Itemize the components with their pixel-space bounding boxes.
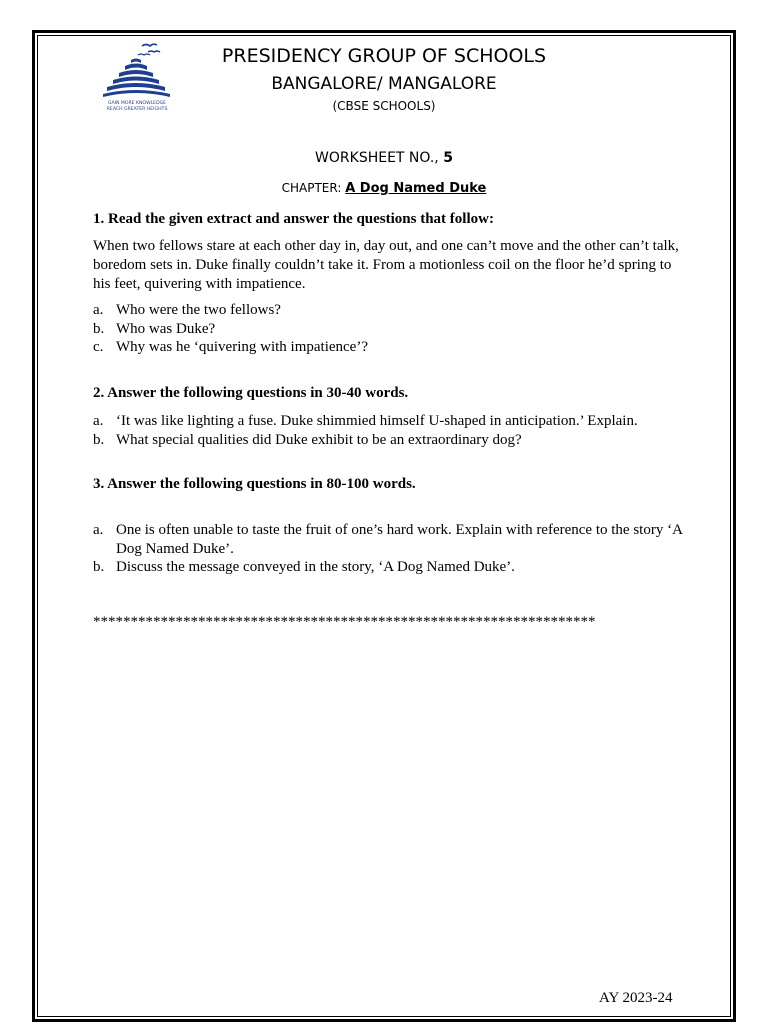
chapter-label: CHAPTER: [281, 181, 346, 195]
school-type: (CBSE SCHOOLS) [332, 99, 436, 113]
school-city: BANGALORE/ MANGALORE [271, 74, 497, 94]
section1-question-list [93, 301, 683, 357]
academic-year: AY 2023-24 [599, 990, 673, 1006]
worksheet-number-line [0, 150, 768, 166]
chapter-line [0, 181, 768, 196]
section1-extract: When two fellows stare at each other day in, day out, and one can’t move and the other can’t talk, boredom sets in. Duke finally couldn’t take it. From a motionless coil on the floor he’d spring to his feet, quivering with impatience. [93, 238, 679, 292]
question-text: Who was Duke? [116, 320, 216, 337]
chapter-title: A Dog Named Duke [345, 181, 487, 196]
section3-question-list [93, 521, 683, 577]
logo-tagline-line1: GAIN MORE KNOWLEDGE [107, 101, 167, 106]
section3-heading: 3. Answer the following questions in 80-100 words. [93, 476, 416, 492]
asterisk-separator: ******************************************************************* [93, 614, 596, 630]
question-text: Why was he ‘quivering with impatience’? [116, 339, 368, 355]
list-item [93, 320, 683, 339]
section2-question-list [93, 412, 683, 449]
question-text: Who were the two fellows? [116, 302, 281, 318]
question-text: Discuss the message conveyed in the story, ‘A Dog Named Duke’. [116, 559, 515, 575]
section2-heading: 2. Answer the following questions in 30-40 words. [93, 385, 409, 401]
list-marker: b. [93, 320, 105, 337]
worksheet-label: WORKSHEET NO., [315, 150, 444, 166]
list-marker: b. [93, 431, 105, 448]
list-item [93, 338, 683, 357]
list-item [93, 521, 683, 558]
worksheet-number: 5 [443, 150, 453, 166]
list-item [93, 412, 683, 431]
list-item [93, 558, 683, 577]
logo-tagline-line2: REACH GREATER HEIGHTS [106, 107, 168, 112]
list-item [93, 301, 683, 320]
question-text: One is often unable to taste the fruit of one’s hard work. Explain with reference to the story ‘A Dog Named Duke’. [116, 522, 683, 557]
school-name: PRESIDENCY GROUP OF SCHOOLS [221, 45, 547, 67]
question-text: ‘It was like lighting a fuse. Duke shimmied himself U-shaped in anticipation.’ Explain. [116, 413, 638, 429]
list-marker: a. [93, 413, 104, 429]
list-marker: a. [93, 522, 104, 538]
question-text: What special qualities did Duke exhibit to be an extraordinary dog? [116, 431, 522, 448]
list-marker: a. [93, 302, 104, 318]
list-marker: b. [93, 559, 105, 575]
list-marker: c. [93, 339, 104, 355]
list-item [93, 431, 683, 450]
section1-heading: 1. Read the given extract and answer the questions that follow: [93, 211, 494, 227]
